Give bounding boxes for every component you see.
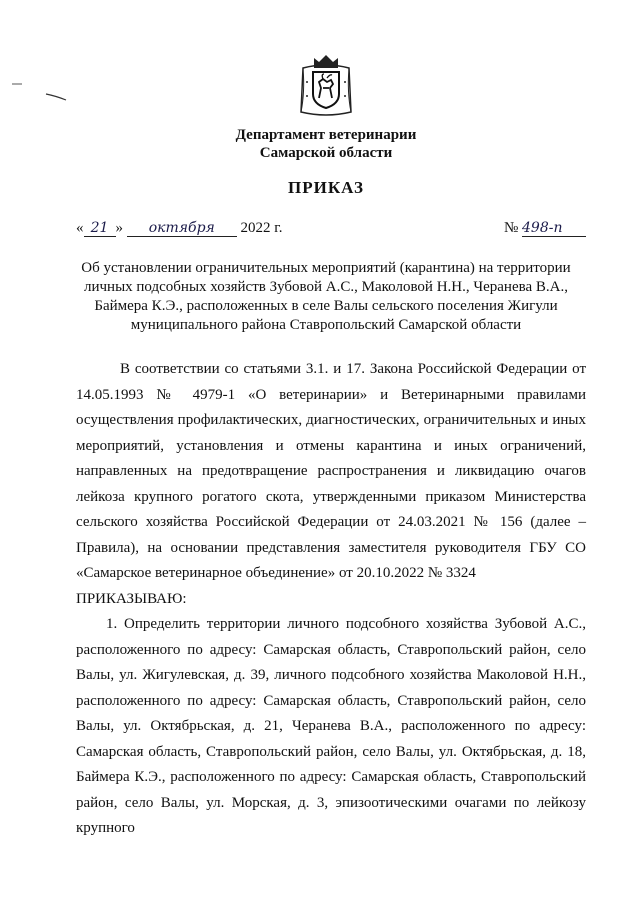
order-number [504, 220, 586, 237]
date-number-line [76, 214, 586, 242]
document-body [76, 357, 586, 842]
coat-of-arms-icon [297, 52, 355, 120]
number-value: 498-п [522, 220, 586, 237]
preamble-paragraph: В соответствии со статьями 3.1. и 17. Закона Российской Федерации от 14.05.1993 № 4979-1 «О ветеринарии» и Ветеринарными правилами осуществления профилактических, диагностических, ограничительных и иных мероприятий, установления и отмены карантина и иных ограничений, направленных на предотвращение распространения и ликвидацию очагов лейкоза крупного рогатого скота, утвержденными приказом Министерства сельского хозяйства Российской Федерации от 24.03.2021 № 156 (далее – Правила), на основании представления заместителя руководителя ГБУ СО «Самарское ветеринарное объединение» от 20.10.2022 № 3324 [76, 361, 586, 581]
margin-pen-mark [10, 78, 70, 108]
department-name [150, 126, 502, 162]
date-month: октября [127, 220, 237, 237]
date-open-quote: « [76, 220, 84, 236]
date-close-quote: » [115, 220, 123, 236]
number-prefix: № [503, 220, 519, 236]
document-title: ПРИКАЗ [288, 178, 364, 197]
order-item-1: 1. Определить территории личного подсобного хозяйства Зубовой А.С., расположенного по адресу: Самарская область, Ставропольский район, село Валы, ул. Жигулевская, д. 39, личного подсобного хозяйства Маколовой Н.Н., расположенного по адресу: Самарская область, Ставропольский район, село Валы, ул. Октябрьская, д. 21, Черанева В.А., расположенного по адресу: Самарская область, Ставропольский район, село Валы, ул. Октябрьская, д. 18, Баймера К.Э., расположенного по адресу: Самарская область, Ставропольский район, село Валы, ул. Морская, д. 3, эпизоотическими очагами по лейкозу крупного [76, 616, 586, 836]
order-date [76, 220, 282, 237]
department-line-2: Самарской области [259, 145, 393, 161]
department-line-1: Департамент ветеринарии [235, 127, 417, 143]
order-subject: Об установлении ограничительных мероприятий (карантина) на территории личных подсобных хозяйств Зубовой А.С., Маколовой Н.Н., Черанева В.А., Баймера К.Э., расположенных в селе Валы сельского поселения Жигули муниципального района Ставропольский Самарской области [81, 260, 571, 333]
order-word: ПРИКАЗЫВАЮ: [76, 590, 187, 607]
date-year: 2022 г. [240, 220, 283, 236]
date-day: 21 [84, 220, 116, 237]
